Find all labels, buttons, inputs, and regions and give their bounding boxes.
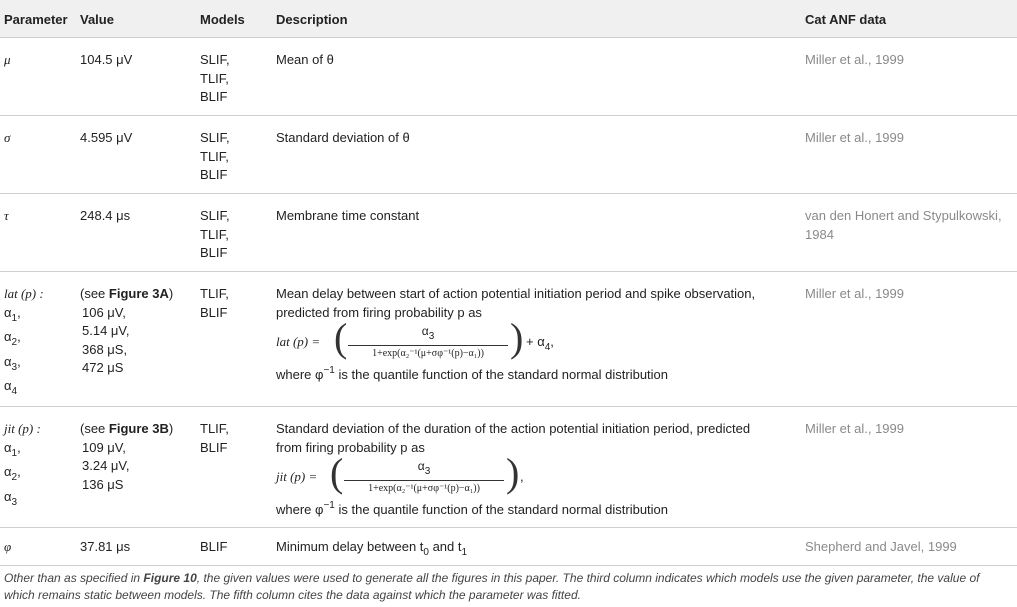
value-line: 3.24 μV, xyxy=(82,458,130,473)
model-label: TLIF, xyxy=(200,226,229,242)
value-line: 109 μV, xyxy=(82,439,126,455)
model-label: SLIF, xyxy=(200,208,230,223)
description-line: from firing probability p as xyxy=(276,439,425,455)
value-line: 106 μV, xyxy=(82,304,126,320)
models-cell xyxy=(200,538,227,557)
latency-formula xyxy=(276,315,796,362)
left-paren: ( xyxy=(334,315,348,360)
value-cell xyxy=(80,285,173,378)
formula-rhs: , xyxy=(520,469,524,484)
table-row-tau xyxy=(0,194,1017,272)
table-row-lat xyxy=(0,272,1017,407)
header-data: Cat ANF data xyxy=(805,12,887,27)
param-alpha-2: $\alpha_2$, xyxy=(4,329,21,348)
model-label: BLIF xyxy=(200,167,228,182)
data-cell xyxy=(805,207,1015,244)
data-line: 1984 xyxy=(805,226,834,242)
formula-denominator: 1+exp(α₂⁻¹(μ+σφ⁻¹(p)−α₁)) xyxy=(368,483,480,494)
param-cell xyxy=(4,285,44,402)
param-cell: φ xyxy=(4,539,12,554)
description-cell: Standard deviation of θ xyxy=(276,130,410,145)
formula-fraction: $\alpha_3$ 1+exp(α₂⁻¹(μ+σφ⁻¹(p)−α₁)) xyxy=(344,459,504,496)
param-alpha-3: $\alpha_3$ xyxy=(4,488,18,508)
data-cell: Miller et al., 1999 xyxy=(805,52,904,67)
param-alpha-3: $\alpha_3$, xyxy=(4,353,21,373)
formula-lhs: jit (p) = xyxy=(276,469,318,484)
value-line: 5.14 μV, xyxy=(82,323,130,338)
param-alpha-1: $\alpha_1$, xyxy=(4,439,21,459)
model-label: BLIF xyxy=(200,304,228,320)
param-alpha-2: $\alpha_2$, xyxy=(4,464,21,483)
header-description: Description xyxy=(276,12,348,27)
models-cell xyxy=(200,129,230,185)
data-cell: Miller et al., 1999 xyxy=(805,421,904,436)
description-line: predicted from firing probability p as xyxy=(276,304,482,320)
right-paren: ) xyxy=(506,450,520,495)
value-line: 472 μS xyxy=(82,360,124,375)
model-label: BLIF xyxy=(200,539,228,554)
param-cell: τ xyxy=(4,208,9,223)
value-line: 136 μS xyxy=(82,476,124,492)
model-label: BLIF xyxy=(200,89,228,104)
table-row-jit xyxy=(0,407,1017,528)
param-label: jit (p) : xyxy=(4,421,41,436)
value-line: 368 μS, xyxy=(82,341,128,357)
model-label: TLIF, xyxy=(200,148,229,164)
model-label: BLIF xyxy=(200,439,228,455)
formula-lhs: lat (p) = xyxy=(276,334,321,349)
param-label: lat (p) : xyxy=(4,286,44,301)
value-cell: 104.5 μV xyxy=(80,52,133,67)
header-models: Models xyxy=(200,12,245,27)
formula-fraction: $\alpha_3$ 1+exp(α₂⁻¹(μ+σφ⁻¹(p)−α₁)) xyxy=(348,324,508,361)
model-label: TLIF, xyxy=(200,421,229,436)
description-line: Mean delay between start of action potential initiation period and spike observation, xyxy=(276,286,756,301)
table-row-mu xyxy=(0,38,1017,116)
description-cell: Membrane time constant xyxy=(276,208,420,223)
description-cell: Minimum delay between $t_0$ and $t_1$ xyxy=(276,539,468,558)
table-row-phi xyxy=(0,528,1017,566)
models-cell xyxy=(200,420,229,457)
description-cell: Mean of θ xyxy=(276,52,334,67)
model-label: SLIF, xyxy=(200,52,230,67)
formula-footnote: where $\varphi^{-1}$ is the quantile function of the standard normal distribution xyxy=(276,500,669,517)
param-cell: μ xyxy=(4,52,11,67)
value-cell: 248.4 μs xyxy=(80,208,131,223)
param-cell xyxy=(4,420,41,512)
models-cell xyxy=(200,51,230,107)
value-cell: 4.595 μV xyxy=(80,130,133,145)
data-line: van den Honert and Stypulkowski, xyxy=(805,208,1002,223)
value-cell xyxy=(80,420,173,494)
param-cell: σ xyxy=(4,130,11,145)
formula-rhs: + $\alpha_4$, xyxy=(526,334,554,353)
left-paren: ( xyxy=(330,450,344,495)
formula-denominator: 1+exp(α₂⁻¹(μ+σφ⁻¹(p)−α₁)) xyxy=(372,348,484,359)
model-label: TLIF, xyxy=(200,286,229,301)
table-row-sigma xyxy=(0,116,1017,194)
model-label: SLIF, xyxy=(200,130,230,145)
models-cell xyxy=(200,285,229,322)
models-cell xyxy=(200,207,230,263)
param-alpha-4: $\alpha_4$ xyxy=(4,378,18,397)
table-header xyxy=(0,0,1017,38)
data-cell: Shepherd and Javel, 1999 xyxy=(805,539,957,554)
formula-footnote: where $\varphi^{-1}$ is the quantile function of the standard normal distribution xyxy=(276,365,669,382)
description-cell xyxy=(276,420,796,520)
header-parameter: Parameter xyxy=(4,12,68,27)
value-cell: 37.81 μs xyxy=(80,539,131,554)
data-cell: Miller et al., 1999 xyxy=(805,130,904,145)
table-caption: Other than as specified in Figure 10, the given values were used to generate all the figures in this paper. The third column indicates which models use the given parameter, the value of which remains static between models. The fifth column cites the data against which the parameter was fitted. xyxy=(4,571,980,602)
param-alpha-1: $\alpha_1$, xyxy=(4,304,21,324)
figure-10-link[interactable]: Figure 10 xyxy=(143,571,197,585)
data-cell: Miller et al., 1999 xyxy=(805,286,904,301)
model-label: BLIF xyxy=(200,245,228,260)
header-value: Value xyxy=(80,12,114,27)
figure-ref[interactable]: (see Figure 3A) xyxy=(80,286,174,301)
figure-ref[interactable]: (see Figure 3B) xyxy=(80,421,174,436)
description-cell xyxy=(276,285,796,385)
description-line: Standard deviation of the duration of the action potential initiation period, predicted xyxy=(276,421,751,436)
jitter-formula xyxy=(276,450,796,497)
right-paren: ) xyxy=(510,315,524,360)
model-label: TLIF, xyxy=(200,70,229,86)
